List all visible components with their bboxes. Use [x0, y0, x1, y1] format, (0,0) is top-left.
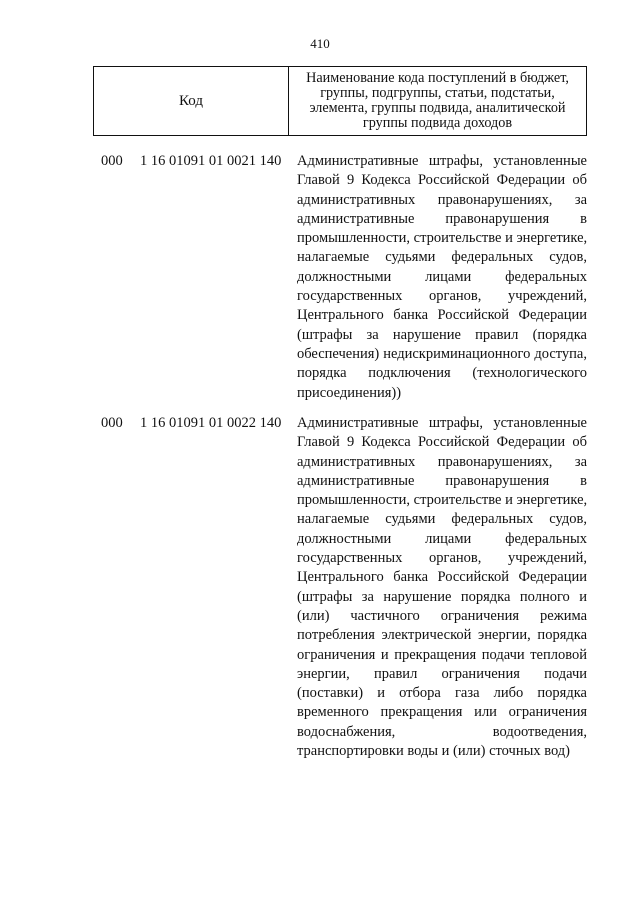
description-line: присоединения)) [297, 384, 402, 401]
description-line: (или) частичного ограничения режима [297, 607, 587, 624]
admin-code: 000 [101, 153, 123, 169]
description-line: государственных органов, учреждений, [297, 288, 587, 305]
description-line: (штрафы за нарушение правил (порядка [297, 326, 587, 343]
description-line: энергии, правил ограничения подачи [297, 665, 587, 682]
revenue-code: 1 16 01091 01 0021 140 [140, 153, 282, 169]
description-line: административных правонарушениях, за [297, 453, 587, 470]
header-name-cell: Наименование кода поступлений в бюджет, группы, подгруппы, статьи, подстатьи, элемента, группы подвида, аналитической группы подвида доходов [306, 70, 569, 131]
table-header [93, 66, 587, 136]
description-line: должностными лицами федеральных [297, 530, 587, 547]
description-line: транспортировки воды и (или) сточных вод) [297, 743, 570, 760]
revenue-description [297, 414, 587, 761]
description-line: обеспечения) недискриминационного доступа, [297, 345, 587, 362]
description-line: административные правонарушения в [297, 210, 587, 227]
description-line: налагаемые судьями федеральных судов, [297, 511, 587, 528]
description-line: водоснабжения, водоотведения, [297, 723, 587, 740]
description-line: промышленности, строительстве и энергетике, [297, 230, 588, 247]
revenue-code: 1 16 01091 01 0022 140 [140, 415, 282, 431]
description-line: Административные штрафы, установленные [297, 415, 587, 431]
description-line: Главой 9 Кодекса Российской Федерации об [297, 434, 587, 451]
description-line: административные правонарушения в [297, 472, 587, 489]
description-line: временного прекращения или ограничения [297, 704, 587, 721]
description-line: потребления электрической энергии, порядка [297, 627, 587, 644]
admin-code: 000 [101, 415, 123, 431]
description-line: должностными лицами федеральных [297, 268, 587, 285]
description-line: государственных органов, учреждений, [297, 550, 587, 567]
description-line: налагаемые судьями федеральных судов, [297, 249, 587, 266]
description-line: Центрального банка Российской Федерации [297, 569, 587, 586]
description-line: Главой 9 Кодекса Российской Федерации об [297, 172, 587, 189]
description-line: порядка подключения (технологического [297, 365, 587, 382]
description-line: (поставки) и отбора газа либо порядка [297, 685, 587, 702]
description-line: административных правонарушениях, за [297, 191, 587, 208]
revenue-description [297, 152, 587, 403]
header-code-cell: Код [94, 67, 289, 135]
description-line: (штрафы за нарушение порядка полного и [297, 588, 587, 605]
description-line: Административные штрафы, установленные [297, 153, 587, 169]
description-line: Центрального банка Российской Федерации [297, 307, 587, 324]
page-number: 410 [310, 36, 330, 51]
description-line: промышленности, строительстве и энергетике, [297, 492, 588, 509]
description-line: ограничения и прекращения подачи тепловой [297, 646, 587, 663]
